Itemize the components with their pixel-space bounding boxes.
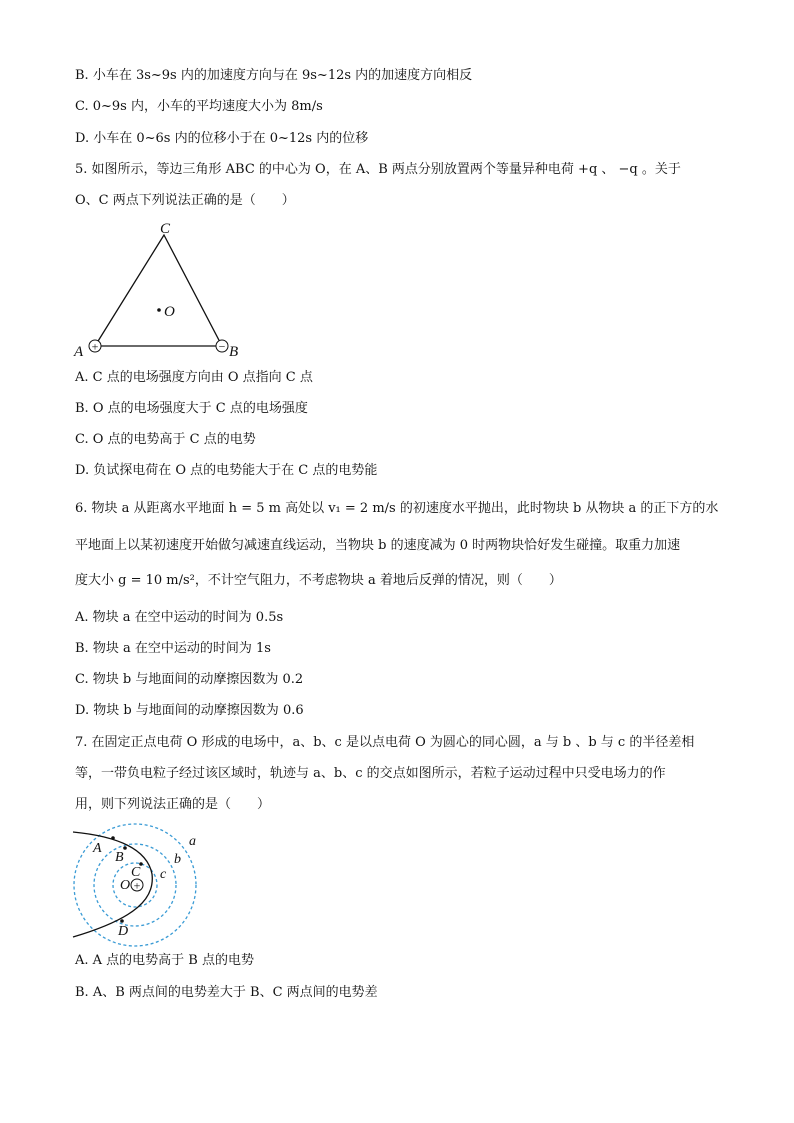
label-b: B [229,344,239,360]
point-d-dot [120,919,124,923]
option-4b: B. 小车在 3s~9s 内的加速度方向与在 9s~12s 内的加速度方向相反 [75,68,473,83]
option-7a: A. A 点的电势高于 B 点的电势 [75,953,254,968]
label-o: O [164,304,175,320]
label-c: C [131,865,141,880]
question-6-line-2: 平地面上以某初速度开始做匀减速直线运动，当物块 b 的速度减为 0 时两物块恰好发生碰撞。取重力加速 [75,538,681,553]
label-o: O [120,878,131,893]
option-5a: A. C 点的电场强度方向由 O 点指向 C 点 [75,370,313,385]
option-5c: C. O 点的电势高于 C 点的电势 [75,432,256,447]
plus-sign: + [91,339,99,354]
option-7b: B. A、B 两点间的电势差大于 B、C 两点间的电势差 [75,985,378,1000]
option-6c: C. 物块 b 与地面间的动摩擦因数为 0.2 [75,672,304,687]
option-6d: D. 物块 b 与地面间的动摩擦因数为 0.6 [75,703,304,718]
question-6-line-1: 6. 物块 a 从距离水平地面 h = 5 m 高处以 v₁ = 2 m/s 的初速度水平抛出，此时物块 b 从物块 a 的正下方的水 [75,501,719,516]
question-5-line-1: 5. 如图所示，等边三角形 ABC 的中心为 O，在 A、B 两点分别放置两个等量异种电荷 +q 、 −q 。关于 [75,162,681,177]
plus-sign: + [133,878,141,893]
option-4c: C. 0~9s 内，小车的平均速度大小为 8m/s [75,99,323,114]
label-a: A [74,344,84,360]
question-7-line-2: 等，一带负电粒子经过该区域时，轨迹与 a、b、c 的交点如图所示，若粒子运动过程中只受电场力的作 [75,766,666,781]
minus-sign: − [218,339,226,354]
question-6-line-3: 度大小 g = 10 m/s²，不计空气阻力，不考虑物块 a 着地后反弹的情况，则（ ） [75,573,562,588]
label-circle-b: b [174,852,181,867]
option-5b: B. O 点的电场强度大于 C 点的电场强度 [75,401,308,416]
option-4d: D. 小车在 0~6s 内的位移小于在 0~12s 内的位移 [75,131,369,146]
point-a-dot [111,836,115,840]
question-7-line-1: 7. 在固定正点电荷 O 形成的电场中，a、b、c 是以点电荷 O 为圆心的同心圆，a 与 b 、b 与 c 的半径差相 [75,735,695,750]
label-c: C [160,221,171,237]
option-6a: A. 物块 a 在空中运动的时间为 0.5s [75,610,284,625]
option-6b: B. 物块 a 在空中运动的时间为 1s [75,641,271,656]
option-5d: D. 负试探电荷在 O 点的电势能大于在 C 点的电势能 [75,463,378,478]
triangle-abc [95,235,222,346]
question-5-line-2: O、C 两点下列说法正确的是（ ） [75,193,295,208]
concentric-field-figure [65,822,215,950]
question-7-line-3: 用，则下列说法正确的是（ ） [75,797,271,812]
label-b: B [115,850,124,865]
point-b-dot [123,846,127,850]
label-circle-c: c [160,867,167,882]
label-a: A [93,841,102,856]
triangle-figure [70,215,245,363]
center-dot [157,308,161,312]
label-circle-a: a [189,834,196,849]
label-d: D [118,924,129,939]
